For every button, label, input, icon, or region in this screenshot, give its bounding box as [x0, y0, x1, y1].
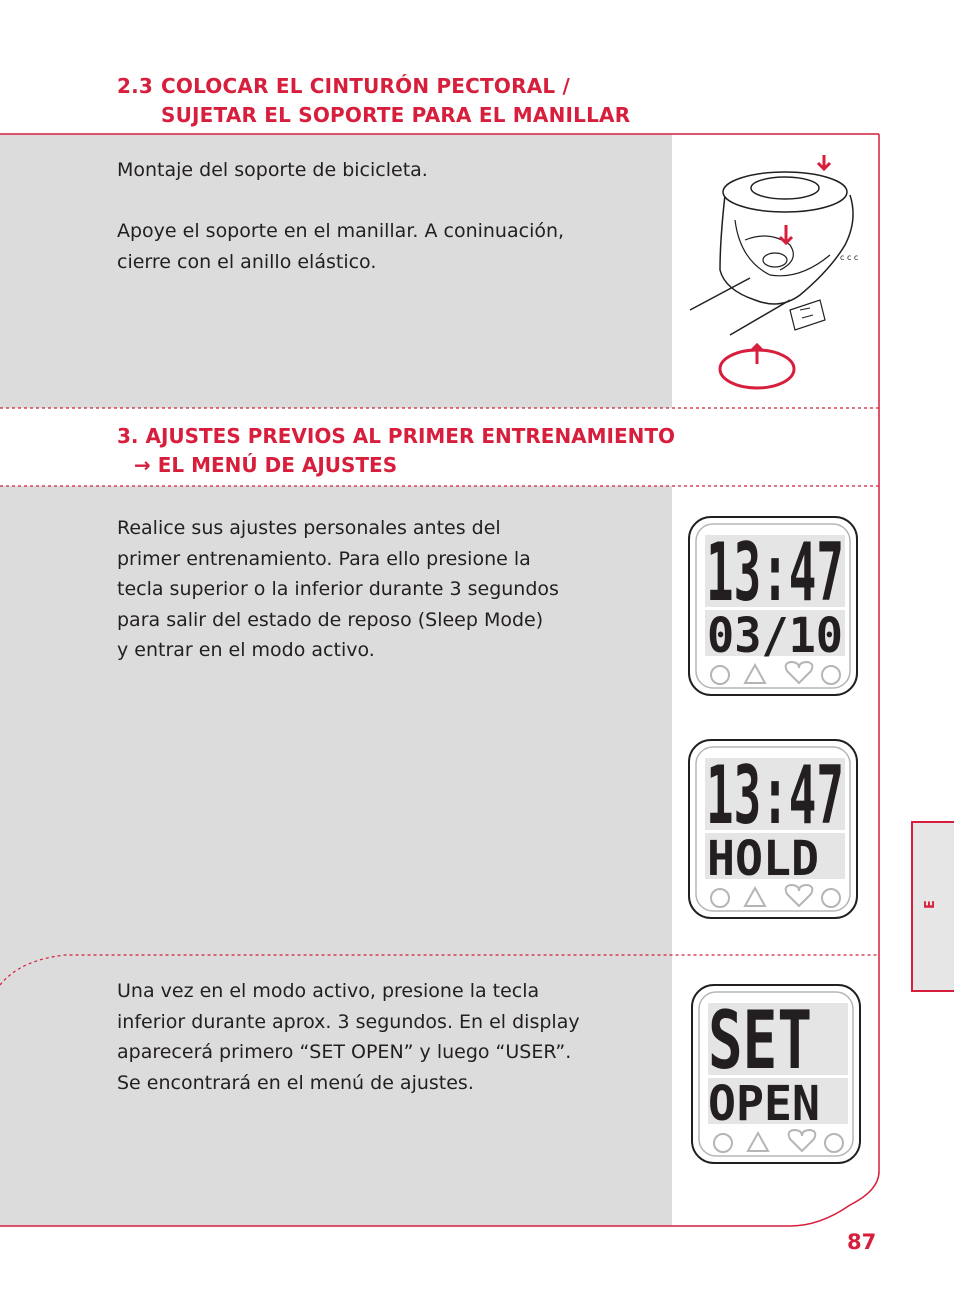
mount-paragraph-1: Montaje del soporte de bicicleta.: [117, 159, 428, 181]
heading-3-line-1: 3. AJUSTES PREVIOS AL PRIMER ENTRENAMIENTO: [117, 424, 676, 448]
page-number: 87: [847, 1230, 877, 1254]
intro-line-3: tecla superior o la inferior durante 3 segundos: [117, 578, 559, 600]
settings-line-2: inferior durante aprox. 3 segundos. En el display: [117, 1010, 580, 1033]
lcd-top-text: 13:47: [706, 526, 844, 619]
arrow-down-icon: [780, 225, 792, 243]
lcd-bottom-text: HOLD: [707, 831, 819, 887]
arrow-down-icon: [818, 155, 830, 169]
language-tab-label: E: [922, 900, 938, 909]
intro-text: [117, 513, 559, 666]
lcd-display-set-open: [690, 983, 862, 1165]
intro-line-1: Realice sus ajustes personales antes del: [117, 517, 501, 539]
settings-line-4: Se encontrará en el menú de ajustes.: [117, 1071, 474, 1094]
settings-line-3: aparecerá primero “SET OPEN” y luego “USER”.: [117, 1041, 572, 1063]
bike-mount-illustration: [680, 150, 860, 400]
section-heading-3: [117, 422, 675, 480]
lcd-display-hold: [687, 738, 859, 920]
svg-text:c c c: c c c: [840, 253, 859, 262]
settings-line-1: Una vez en el modo activo, presione la tecla: [117, 980, 540, 1002]
lcd-display-time-date: [687, 515, 859, 697]
intro-line-5: y entrar en el modo activo.: [117, 639, 375, 661]
lcd-top-text: SET: [708, 994, 812, 1087]
heading-3-line-2: EL MENÚ DE AJUSTES: [157, 453, 398, 477]
section-number: 2.3: [117, 74, 154, 98]
mount-text: [117, 155, 564, 278]
lcd-bottom-text: OPEN: [708, 1076, 820, 1132]
arrow-right-icon: →: [134, 453, 151, 477]
mount-paragraph-2a: Apoye el soporte en el manillar. A coninuación,: [117, 220, 565, 242]
heading-line-2: SUJETAR EL SOPORTE PARA EL MANILLAR: [161, 103, 631, 127]
intro-line-4: para salir del estado de reposo (Sleep Mode): [117, 608, 544, 631]
language-tab: [911, 821, 954, 992]
lcd-top-text: 13:47: [706, 749, 844, 842]
heading-line-1: COLOCAR EL CINTURÓN PECTORAL /: [161, 74, 570, 98]
settings-text: [117, 976, 580, 1098]
mount-paragraph-2b: cierre con el anillo elástico.: [117, 251, 377, 273]
arrow-up-icon: [751, 345, 763, 364]
lcd-bottom-text: 03/10: [707, 608, 843, 664]
intro-line-2: primer entrenamiento. Para ello presione la: [117, 547, 531, 570]
